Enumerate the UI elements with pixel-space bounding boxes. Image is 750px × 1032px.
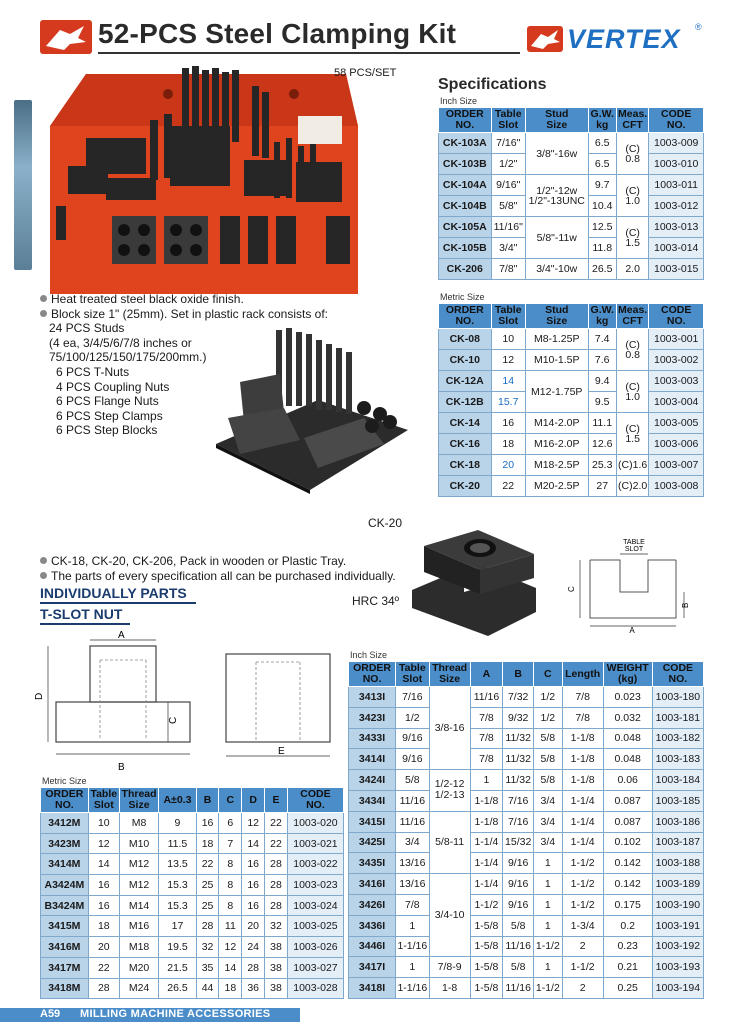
feature-subitem: (4 ea, 3/4/5/6/7/8 inches or [49,335,192,350]
table-row: CK-103A 7/16" 3/8"-16w 6.5 (C) 0.8 1003-009 [439,133,704,154]
tnut-metric-caption: Metric Size [42,776,87,786]
table-row: 3434I 11/16 1-1/8 7/16 3/4 1-1/4 0.087 1003-185 [349,790,704,811]
table-header-row: ORDER NO. Table Slot Stud Size G.W. kg Meas. CFT CODE NO. [439,304,704,329]
table-row: CK-12B 15.7 9.5 1003-004 [439,392,704,413]
table-row: 3416M 20 M18 19.5 32 12 24 38 1003-026 [41,937,344,958]
note-item: The parts of every specification all can be purchased individually. [40,569,396,584]
title-underline [98,52,520,54]
bullet-icon [40,557,47,564]
brand-logo [527,24,703,54]
feature-subitem: 75/100/125/150/175/200mm.) [49,350,207,365]
svg-text:A: A [118,630,125,641]
table-row: A3424M 16 M12 15.3 25 8 16 28 1003-023 [41,875,344,896]
metric-size-caption: Metric Size [440,292,485,302]
col-header: CODE NO. [649,108,704,133]
tslot-nut-image [408,528,542,646]
hardness-note: HRC 34º [352,594,400,608]
bullet-icon [40,295,47,302]
table-row: CK-10 12 M10-1.5P 7.6 1003-002 [439,350,704,371]
table-row: CK-14 16 M14-2.0P 11.1 (C) 1.5 1003-005 [439,413,704,434]
table-row: B3424M 16 M14 15.3 25 8 16 28 1003-024 [41,895,344,916]
table-row: 3414M 14 M12 13.5 22 8 16 28 1003-022 [41,854,344,875]
eagle-logo-icon [40,20,92,54]
set-count-note: 58 PCS/SET [334,67,397,79]
svg-text:A: A [629,626,635,635]
feature-subitem: 6 PCS T-Nuts [56,364,130,379]
spec-inch-table [438,107,704,280]
clamping-kit-rack-image [46,66,366,300]
page-title: 52-PCS Steel Clamping Kit [98,18,457,49]
table-row: 3423I 1/2 7/8 9/32 1/2 7/8 0.032 1003-181 [349,707,704,728]
section-heading-tslot-nut: T-SLOT NUT [40,606,130,625]
page-number: A59 [40,1008,61,1020]
table-header-row: ORDER NO. Table Slot Thread Size A B C Length WEIGHT (kg) CODE NO. [349,662,704,687]
table-row: CK-104A 9/16" 1/2"-12w 1/2"-13UNC 9.7 (C) 1.0 1003-011 [439,175,704,196]
feature-subitem: 6 PCS Flange Nuts [56,394,159,409]
table-row: CK-105B 3/4" 11.8 1003-014 [439,238,704,259]
table-row: 3433I 9/16 7/8 11/32 5/8 1-1/8 0.048 1003-182 [349,728,704,749]
svg-text:SLOT: SLOT [624,546,644,553]
table-row: 3412M 10 M8 9 16 6 12 22 1003-020 [41,813,344,834]
feature-subitem: 6 PCS Step Clamps [56,408,163,423]
table-row: CK-105A 11/16" 5/8"-11w 12.5 (C) 1.5 1003-013 [439,217,704,238]
svg-text:B: B [118,762,125,773]
tnut-front-drawing [36,626,196,776]
notes [40,554,396,583]
ck20-kit-image [214,322,410,494]
table-row: CK-18 20 M18-2.5P 25.3 (C)1.6 1003-007 [439,455,704,476]
section-heading-individually-parts: INDIVIDUALLY PARTS [40,585,196,604]
table-row: 3414I 9/16 7/8 11/32 5/8 1-1/8 0.048 1003-183 [349,749,704,770]
col-header: G.W. kg [588,108,616,133]
table-row: CK-16 18 M16-2.0P 12.6 1003-006 [439,434,704,455]
bullet-icon [40,310,47,317]
table-row: 3435I 13/16 1-1/4 9/16 1 1-1/2 0.142 1003-188 [349,853,704,874]
tnut-side-drawing [222,648,340,764]
col-header: ORDER NO. [439,108,492,133]
table-header-row [439,108,704,133]
svg-text:C: C [567,586,576,592]
table-row: 3418M 28 M24 26.5 44 18 36 38 1003-028 [41,978,344,999]
svg-text:E: E [278,746,285,757]
feature-item: Heat treated steel black oxide finish. [40,292,340,307]
note-item: CK-18, CK-20, CK-206, Pack in wooden or Plastic Tray. [40,554,396,569]
table-row: 3415M 18 M16 17 28 11 20 32 1003-025 [41,916,344,937]
feature-subitem: 24 PCS Studs [49,321,125,336]
table-row: CK-12A 14 M12-1.75P 9.4 (C) 1.0 1003-003 [439,371,704,392]
col-header: Table Slot [491,108,525,133]
feature-item: Block size 1" (25mm). Set in plastic rack consists of: [40,307,340,322]
table-row: 3413I 7/16 3/8-16 11/16 7/32 1/2 7/8 0.023 1003-180 [349,687,704,708]
col-header: Meas. CFT [618,108,648,131]
feature-subitem: 4 PCS Coupling Nuts [56,379,170,394]
brand-name: VERTEX [567,24,681,54]
table-row: 3416I 13/16 3/4-10 1-1/4 9/16 1 1-1/2 0.142 1003-189 [349,874,704,895]
bullet-icon [40,572,47,579]
table-header-row: ORDER NO. Table Slot Thread Size A±0.3 B C D E CODE NO. [41,788,344,813]
table-row: 3426I 7/8 1-1/2 9/16 1 1-1/2 0.175 1003-190 [349,894,704,915]
table-row: 3425I 3/4 1-1/4 15/32 3/4 1-1/4 0.102 1003-187 [349,832,704,853]
side-decoration [14,100,32,270]
spec-metric-table [438,303,704,497]
table-row: 3446I 1-1/16 1-5/8 11/16 1-1/2 2 0.23 1003-192 [349,936,704,957]
table-row: CK-103B 1/2" 6.5 1003-010 [439,154,704,175]
table-slot-drawing [568,536,698,634]
footer-section-title: MILLING MACHINE ACCESSORIES [80,1008,271,1020]
table-row: 3423M 12 M10 11.5 18 7 14 22 1003-021 [41,833,344,854]
tnut-inch-table [348,661,704,999]
tnut-metric-table [40,787,344,999]
feature-subitem: 6 PCS Step Blocks [56,423,158,438]
table-row: 3417I 1 7/8-9 1-5/8 5/8 1 1-1/2 0.21 1003-193 [349,957,704,978]
tnut-inch-caption: Inch Size [350,650,388,660]
table-row: 3424I 5/8 1/2-12 1/2-13 1 11/32 5/8 1-1/8 0.06 1003-184 [349,770,704,791]
table-row: CK-08 10 M8-1.25P 7.4 (C) 0.8 1003-001 [439,329,704,350]
brand-registered: ® [695,22,702,32]
table-row: CK-104B 5/8" 10.4 1003-012 [439,196,704,217]
table-row: CK-20 22 M20-2.5P 27 (C)2.0 1003-008 [439,476,704,497]
svg-text:D: D [34,692,45,700]
table-row: 3436I 1 1-5/8 5/8 1 1-3/4 0.2 1003-191 [349,915,704,936]
table-row: 3417M 22 M20 21.5 35 14 28 38 1003-027 [41,957,344,978]
col-header: Stud Size [525,108,588,133]
specifications-title: Specifications [438,76,547,93]
brand-eagle-icon [527,26,563,52]
svg-text:B: B [681,602,690,608]
table-row: CK-206 7/8" 3/4"-10w 26.5 2.0 1003-015 [439,259,704,280]
table-row: 3415I 11/16 5/8-11 1-1/8 7/16 3/4 1-1/4 0.087 1003-186 [349,811,704,832]
svg-text:TABLE: TABLE [623,539,645,546]
inch-size-caption: Inch Size [440,96,478,106]
table-row: 3418I 1-1/16 1-8 1-5/8 11/16 1-1/2 2 0.25 1003-194 [349,978,704,999]
svg-text:C: C [168,716,179,724]
kit-caption: CK-20 [368,516,403,530]
